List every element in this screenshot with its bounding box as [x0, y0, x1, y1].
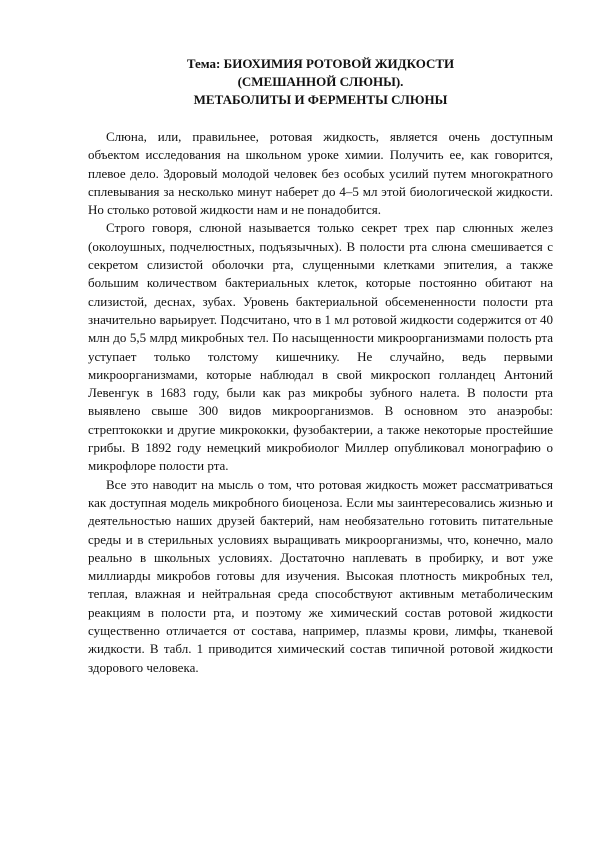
- document-title: [88, 55, 553, 109]
- paragraph-3: Все это наводит на мысль о том, что ротовая жидкость может рассматриваться как доступная модель микробного биоценоза. Если мы заинтересовались жизнью и деятельностью наших друзей бактерий, нам необязательно готовить питательные среды и в стерильных условиях выращивать микроорганизмы, что, конечно, мало реально в школьных условиях. Достаточно наплевать в пробирку, и вот уже миллиарды микробов готовы для изучения. Высокая плотность микробных тел, теплая, влажная и нейтральная среда способствуют активным метаболическим реакциям в полости рта, и поэтому же химический состав ротовой жидкости существенно отличается от состава, например, плазмы крови, лимфы, тканевой жидкости. В табл. 1 приводится химический состав типичной ротовой жидкости здорового человека.: [88, 476, 553, 675]
- title-line-2: (СМЕШАННОЙ СЛЮНЫ).: [237, 74, 404, 89]
- document-body: [88, 128, 553, 677]
- title-line-1: Тема: БИОХИМИЯ РОТОВОЙ ЖИДКОСТИ: [186, 56, 455, 71]
- paragraph-2: Строго говоря, слюной называется только секрет трех пар слюнных желез (околоушных, подчелюстных, подъязычных). В полости рта слюна смешивается с секретом слизистой оболочки рта, слущенными клетками эпителия, а также большим количеством бактериальных клеток, которые постоянно обитают на слизистой, деснах, зубах. Уровень бактериальной обсемененности полости рта значительно варьирует. Подсчитано, что в 1 мл ротовой жидкости содержится от 40 млн до 5,5 млрд микробных тел. По насыщенности микроорганизмами полость рта уступает только толстому кишечнику. Не случайно, ведь первыми микроорганизмами, которые наблюдал в свой микроскоп голландец Антоний Левенгук в 1683 году, были как раз микробы зубного налета. В полости рта выявлено свыше 300 видов микроорганизмов. В основном это анаэробы: стрептококки и другие микрококки, фузобактерии, а также некоторые простейшие грибы. В 1892 году немецкий микробиолог Миллер опубликовал монографию о микрофлоре полости рта.: [88, 220, 553, 474]
- paragraph-1: Слюна, или, правильнее, ротовая жидкость, является очень доступным объектом исследования на школьном уроке химии. Получить ее, как говорится, плевое дело. Здоровый молодой человек без особых усилий путем многократного сплевывания за несколько минут наберет до 4–5 мл этой биологической жидкости. Но столько ротовой жидкости нам и не понадобится.: [88, 129, 553, 218]
- title-line-3: МЕТАБОЛИТЫ И ФЕРМЕНТЫ СЛЮНЫ: [193, 92, 448, 107]
